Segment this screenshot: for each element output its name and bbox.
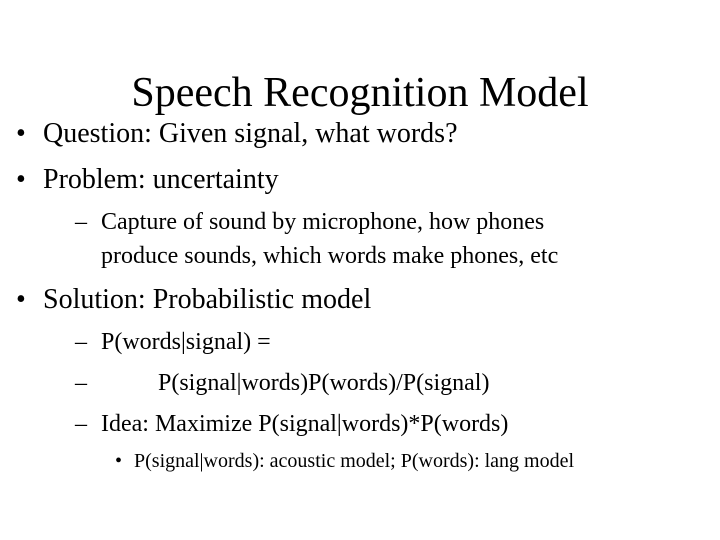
bullet-question: Question: Given signal, what words? xyxy=(43,118,458,149)
sub-bullet-bayes-rhs: P(signal|words)P(words)/P(signal) xyxy=(158,370,490,396)
sub-bullet-idea: Idea: Maximize P(signal|words)*P(words) xyxy=(101,411,509,437)
slide-title: Speech Recognition Model xyxy=(131,70,589,116)
bullet-marker: • xyxy=(16,118,26,149)
sub-bullet-capture-continuation: produce sounds, which words make phones, etc xyxy=(101,243,559,269)
bullet-marker: • xyxy=(16,164,26,195)
bullet-problem: Problem: uncertainty xyxy=(43,164,279,195)
sub-bullet-bayes-lhs: P(words|signal) = xyxy=(101,329,271,355)
sub-sub-bullet-models: P(signal|words): acoustic model; P(words): lang model xyxy=(134,450,575,472)
sub-bullet-marker: – xyxy=(75,329,87,355)
bullet-marker: • xyxy=(16,284,26,315)
sub-bullet-marker: – xyxy=(75,370,87,396)
bullet-solution: Solution: Probabilistic model xyxy=(43,284,372,315)
sub-bullet-marker: – xyxy=(75,411,87,437)
sub-bullet-capture: Capture of sound by microphone, how phones xyxy=(101,209,545,235)
sub-bullet-marker: – xyxy=(75,209,87,235)
sub-sub-bullet-marker: • xyxy=(115,450,123,472)
